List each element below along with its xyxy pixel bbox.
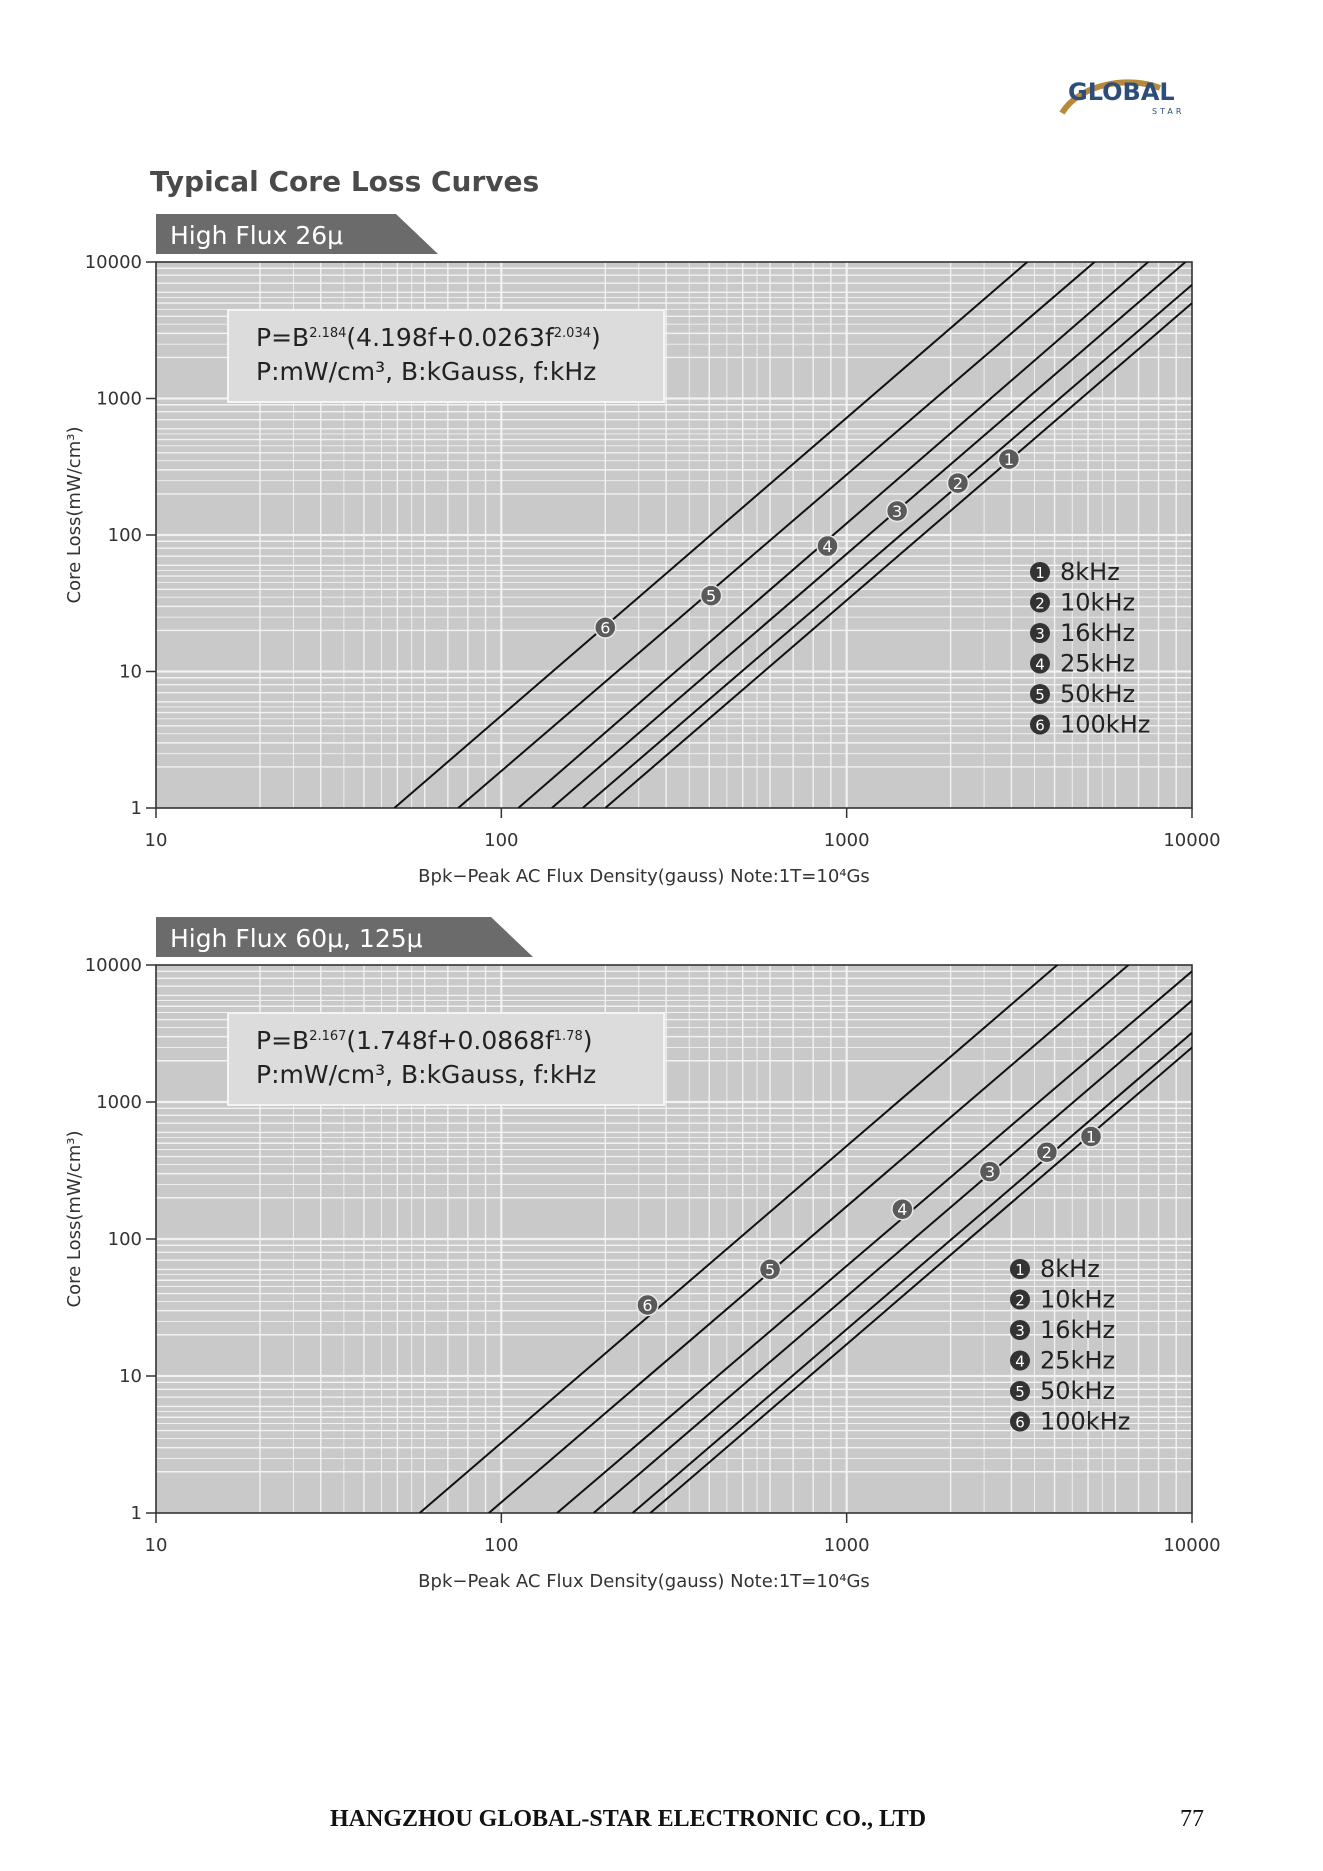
y-tick-label: 10 (119, 661, 142, 683)
legend-entry: 8kHz (1060, 558, 1120, 586)
y-tick-label: 10000 (84, 252, 142, 273)
legend-entry: 25kHz (1060, 649, 1136, 678)
chart-tab-label: High Flux 26μ (170, 221, 344, 250)
formula-exponent: 2.167 (309, 1029, 347, 1044)
formula-part: ) (582, 1026, 593, 1055)
legend-marker-number: 1 (1035, 564, 1045, 582)
series-marker-3 (979, 1161, 1000, 1182)
series-marker-5 (760, 1259, 781, 1280)
chart-svg (0, 910, 1323, 1600)
legend-marker-number: 4 (1035, 655, 1045, 674)
y-tick-label: 100 (107, 1229, 142, 1250)
marker-label: 5 (706, 586, 717, 606)
marker-label: 1 (1085, 1127, 1097, 1147)
legend-marker-number: 4 (1015, 1352, 1025, 1371)
legend-marker-number: 5 (1015, 1383, 1025, 1401)
x-tick-label: 10 (144, 1535, 168, 1556)
legend-marker-number: 6 (1035, 716, 1045, 735)
y-tick-label: 100 (107, 525, 142, 546)
formula-part: P=B (256, 323, 310, 352)
series-marker-4 (892, 1199, 913, 1220)
logo-text: GLOBAL (1068, 78, 1175, 106)
formula-line-1 (256, 323, 601, 352)
marker-label: 6 (642, 1295, 653, 1315)
legend-entry: 8kHz (1040, 1255, 1100, 1283)
chart-svg (0, 210, 1323, 910)
legend-marker-number: 2 (1035, 594, 1045, 613)
series-marker-1 (1081, 1126, 1102, 1147)
series-marker-1 (998, 449, 1019, 470)
legend-entry: 16kHz (1060, 619, 1136, 647)
marker-label: 6 (600, 618, 611, 638)
marker-label: 4 (822, 537, 833, 557)
formula-line-1 (256, 1026, 592, 1055)
chart-tab-label: High Flux 60μ, 125μ (170, 924, 423, 953)
core-loss-chart-60u-125u (0, 910, 1323, 1600)
legend-marker-number: 3 (1015, 1322, 1025, 1340)
series-marker-2 (1036, 1142, 1057, 1163)
legend-entry: 50kHz (1060, 680, 1136, 708)
formula-part: (4.198f+0.0263f (346, 323, 554, 352)
legend-entry: 50kHz (1040, 1377, 1116, 1405)
marker-label: 1 (1003, 450, 1015, 470)
marker-label: 5 (764, 1260, 776, 1280)
formula-line-2: P:mW/cm³, B:kGauss, f:kHz (256, 1060, 597, 1089)
formula-exponent: 1.78 (553, 1029, 583, 1044)
legend-entry: 10kHz (1040, 1285, 1116, 1314)
legend-marker-number: 2 (1015, 1291, 1025, 1310)
legend-marker-number: 6 (1015, 1413, 1025, 1432)
x-tick-label: 10000 (1163, 1535, 1221, 1556)
x-axis-label: Bpk−Peak AC Flux Density(gauss) Note:1T=10⁴Gs (418, 1571, 870, 1592)
marker-label: 3 (892, 501, 903, 521)
formula-part: ) (590, 323, 601, 352)
x-tick-label: 1000 (823, 830, 870, 851)
legend-marker-number: 3 (1035, 625, 1045, 643)
legend-marker-number: 5 (1035, 686, 1045, 704)
x-tick-label: 10000 (1163, 830, 1221, 851)
legend-entry: 100kHz (1060, 710, 1151, 739)
marker-label: 4 (897, 1200, 908, 1220)
y-tick-label: 1000 (96, 388, 142, 410)
legend-entry: 16kHz (1040, 1316, 1116, 1344)
footer-company: HANGZHOU GLOBAL-STAR ELECTRONIC CO., LTD (330, 1806, 927, 1832)
y-axis-label: Core Loss(mW/cm³) (64, 1130, 85, 1308)
core-loss-chart-26u (0, 210, 1323, 910)
legend-entry: 100kHz (1040, 1407, 1131, 1436)
formula-part: P=B (256, 1026, 310, 1055)
x-tick-label: 100 (484, 1535, 519, 1556)
series-marker-6 (637, 1294, 658, 1315)
legend-entry: 25kHz (1040, 1346, 1116, 1375)
logo-subtext: STAR (1152, 107, 1185, 116)
marker-label: 2 (1041, 1143, 1052, 1163)
y-tick-label: 1 (130, 798, 142, 819)
legend-entry: 10kHz (1060, 588, 1136, 617)
formula-line-2: P:mW/cm³, B:kGauss, f:kHz (256, 357, 597, 386)
series-marker-6 (595, 617, 616, 638)
x-tick-label: 10 (144, 830, 168, 851)
x-axis-label: Bpk−Peak AC Flux Density(gauss) Note:1T=10⁴Gs (418, 866, 870, 887)
y-tick-label: 10 (119, 1366, 142, 1387)
series-marker-5 (701, 585, 722, 606)
series-marker-4 (817, 536, 838, 557)
x-tick-label: 1000 (823, 1535, 870, 1556)
formula-part: (1.748f+0.0868f (346, 1026, 554, 1055)
formula-exponent: 2.034 (553, 326, 591, 341)
formula-exponent: 2.184 (309, 326, 347, 341)
x-tick-label: 100 (484, 830, 519, 851)
y-tick-label: 1000 (96, 1092, 142, 1113)
page-number: 77 (1180, 1806, 1204, 1832)
company-logo (1050, 58, 1210, 128)
y-tick-label: 1 (130, 1503, 142, 1524)
marker-label: 3 (984, 1162, 996, 1182)
y-tick-label: 10000 (84, 955, 142, 976)
marker-label: 2 (952, 474, 964, 494)
legend-marker-number: 1 (1015, 1261, 1025, 1279)
series-marker-2 (947, 473, 968, 494)
y-axis-label: Core Loss(mW/cm³) (64, 426, 85, 604)
page-title: Typical Core Loss Curves (150, 165, 540, 198)
series-marker-3 (887, 500, 908, 521)
